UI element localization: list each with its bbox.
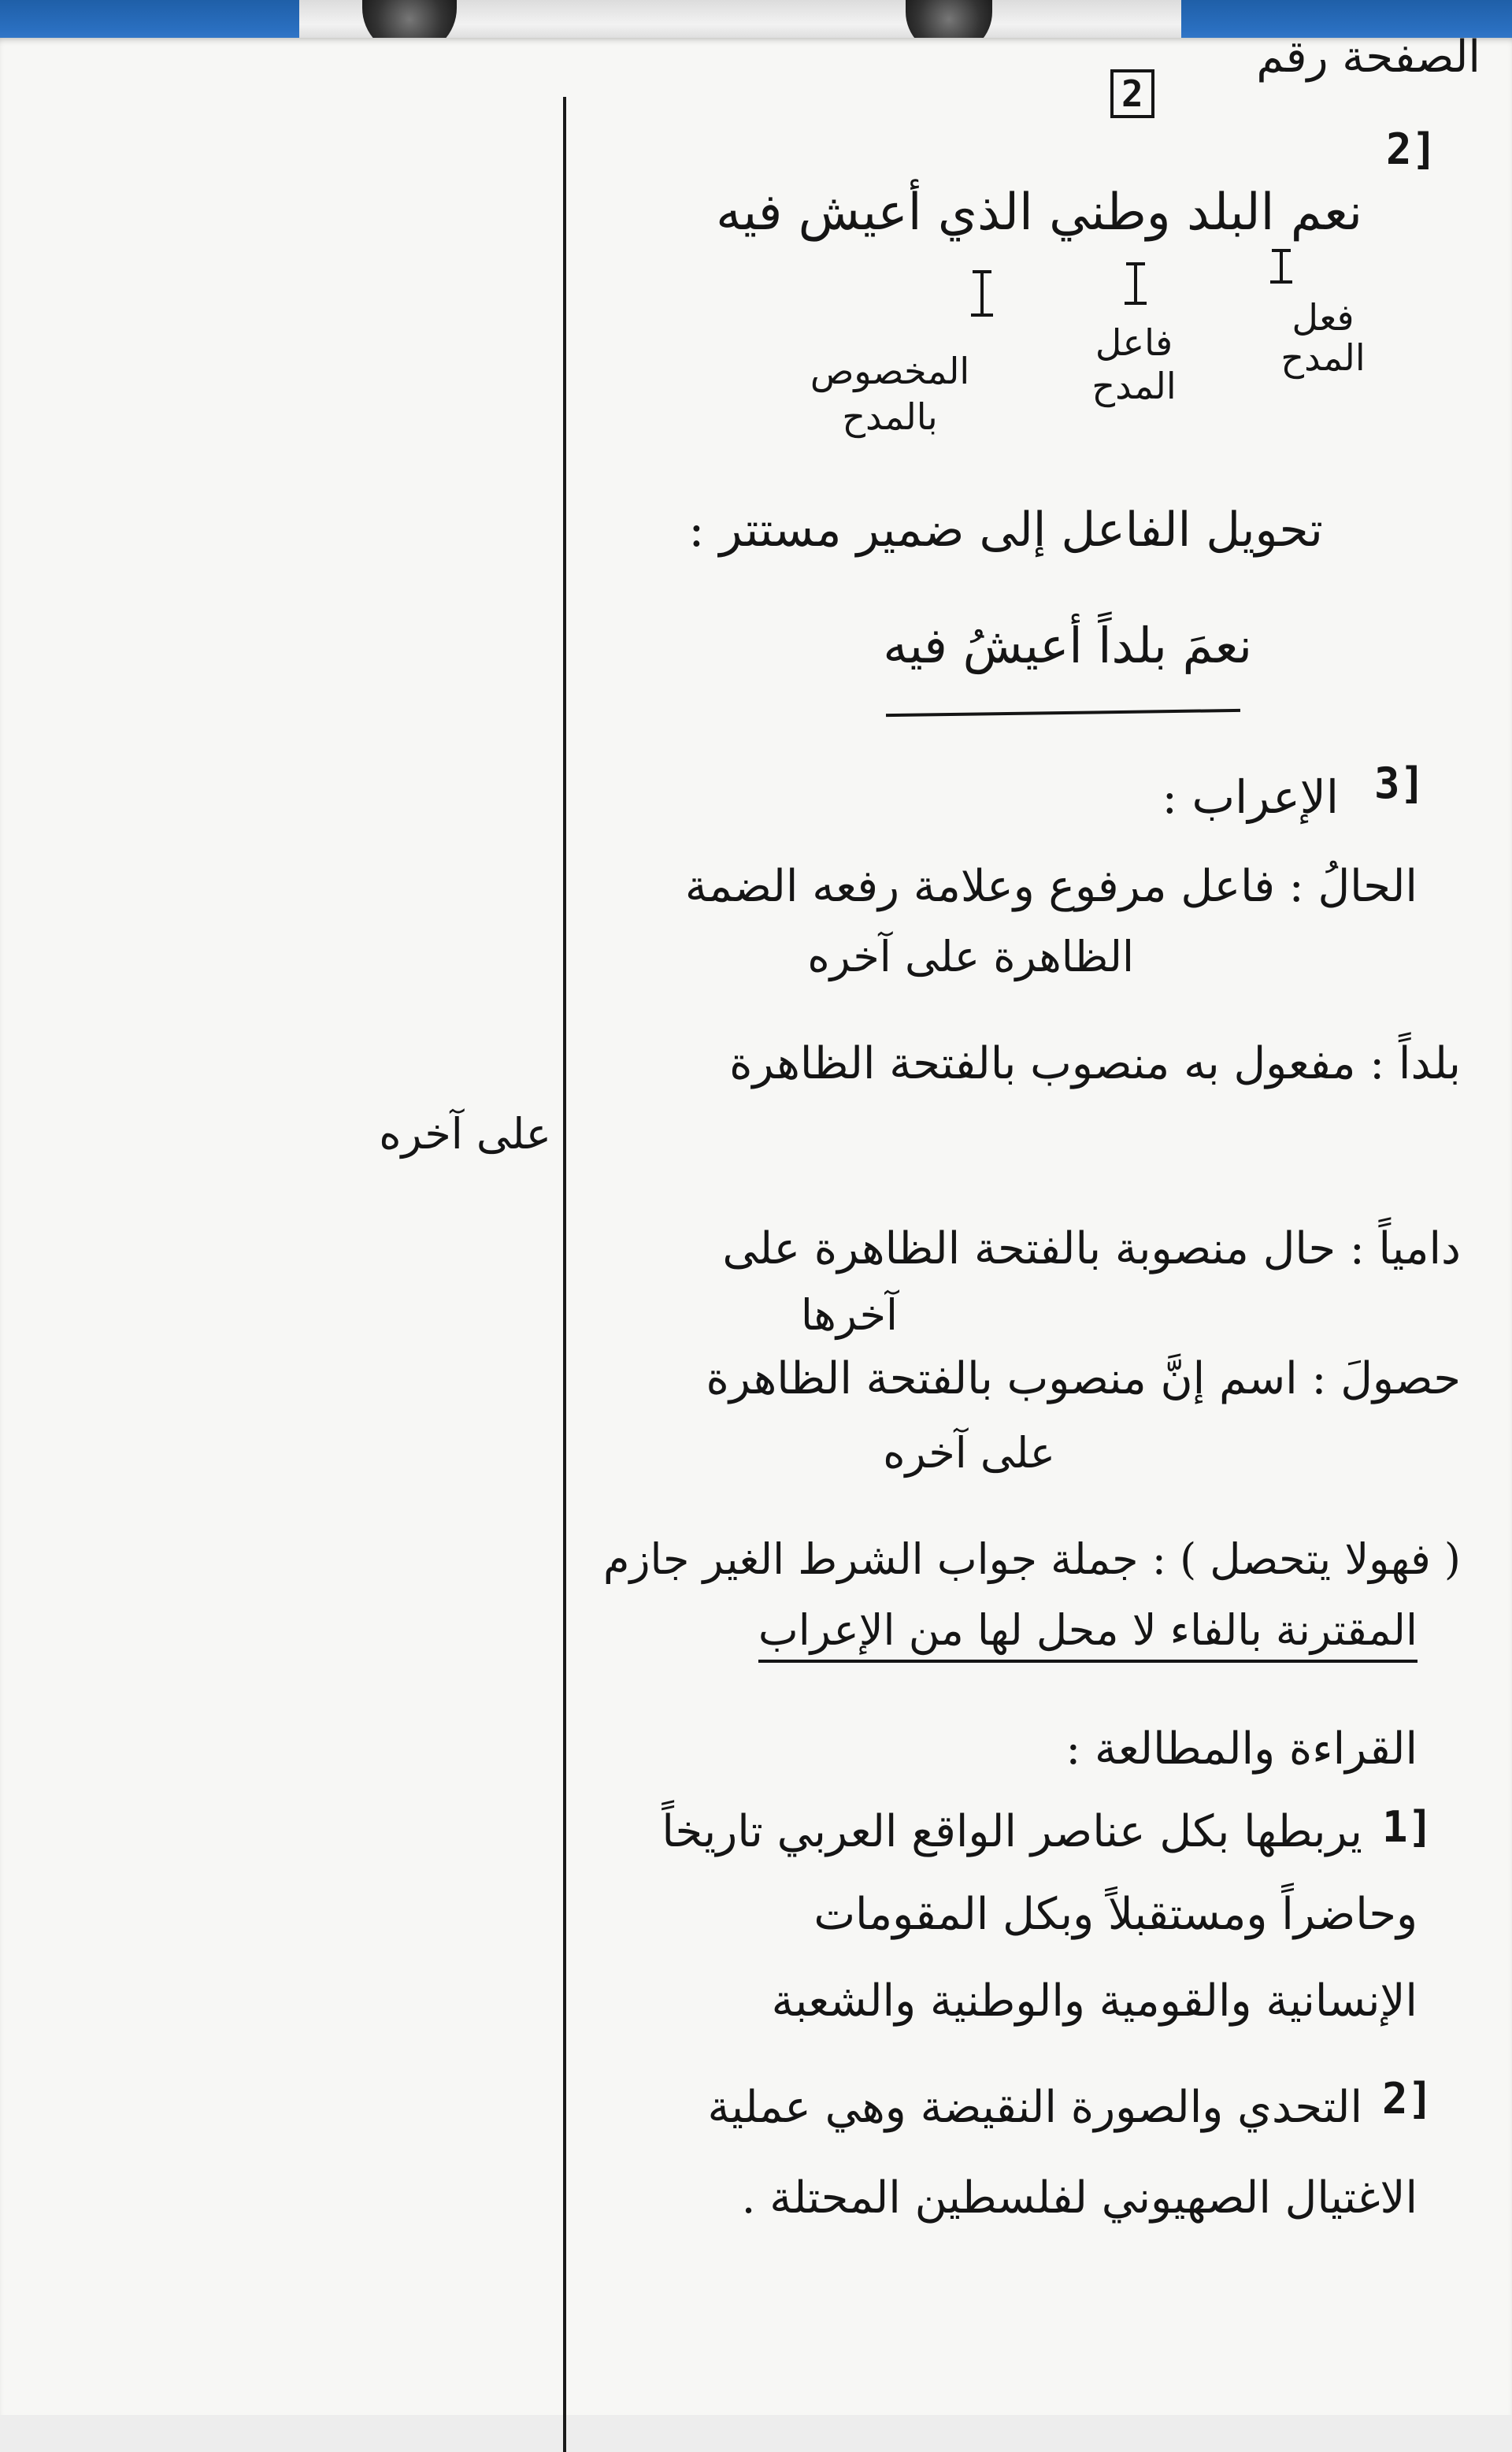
margin-line: [563, 97, 566, 2452]
clause-line1: ( فهولا يتحصل ) : جملة جواب الشرط الغير جازم: [603, 1534, 1461, 1584]
reading-point1-line3: الإنسانية والقومية والوطنية والشعبة: [771, 1975, 1418, 2027]
i3-item3-line1: دامياً : حال منصوبة بالفتحة الظاهرة على: [722, 1223, 1461, 1274]
transform-title: تحويل الفاعل إلى ضمير مستتر :: [688, 503, 1323, 558]
section-divider: [886, 709, 1240, 717]
section3-number: 3]: [1374, 759, 1426, 808]
section2-number: 2]: [1386, 124, 1438, 174]
i3-item3-line2: آخرها: [800, 1290, 898, 1340]
notebook-page: [0, 32, 1512, 2415]
label-subject: فاعل المدح: [1091, 321, 1177, 408]
reading-point2-number: 2]: [1382, 2074, 1434, 2124]
arrow-specified: [980, 270, 984, 313]
clause-line2: المقترنة بالفاء لا محل لها من الإعراب: [758, 1605, 1418, 1663]
arrow-verb: [1280, 249, 1283, 280]
label-specified: المخصوص بالمدح: [810, 350, 970, 438]
reading-title: القراءة والمطالعة :: [1065, 1723, 1418, 1775]
reading-point1-line1: يربطها بكل عناصر الواقع العربي تاريخاً: [662, 1806, 1362, 1857]
reading-point1-line2: وحاضراً ومستقبلاً وبكل المقومات: [813, 1889, 1418, 1940]
page-label: الصفحة رقم: [1256, 32, 1480, 83]
i3-item1-line1: الحالُ : فاعل مرفوع وعلامة رفعه الضمة: [684, 861, 1418, 912]
i3-item4-line2: على آخره: [883, 1428, 1055, 1478]
arrow-subject: [1134, 262, 1137, 302]
label-verb: فعل المدح: [1280, 296, 1366, 379]
i3-item2-line1: بلداً : مفعول به منصوب بالفتحة الظاهرة: [729, 1038, 1461, 1089]
section3-title: الإعراب :: [1162, 770, 1339, 824]
reading-point1-number: 1]: [1382, 1802, 1434, 1852]
section2-sentence: نعم البلد وطني الذي أعيش فيه: [716, 184, 1362, 242]
i3-item4-line1: حصولَ : اسم إنَّ منصوب بالفتحة الظاهرة: [706, 1353, 1461, 1404]
reading-point2-line1: التحدي والصورة النقيضة وهي عملية: [707, 2082, 1362, 2133]
transform-result: نعمَ بلداً أعيشُ فيه: [883, 617, 1252, 674]
i3-item2-line2: على آخره: [379, 1109, 551, 1159]
reading-point2-line2: الاغتيال الصهيوني لفلسطين المحتلة .: [741, 2172, 1418, 2224]
i3-item1-line2: الظاهرة على آخره: [807, 932, 1134, 981]
page-number: 2: [1110, 69, 1154, 118]
